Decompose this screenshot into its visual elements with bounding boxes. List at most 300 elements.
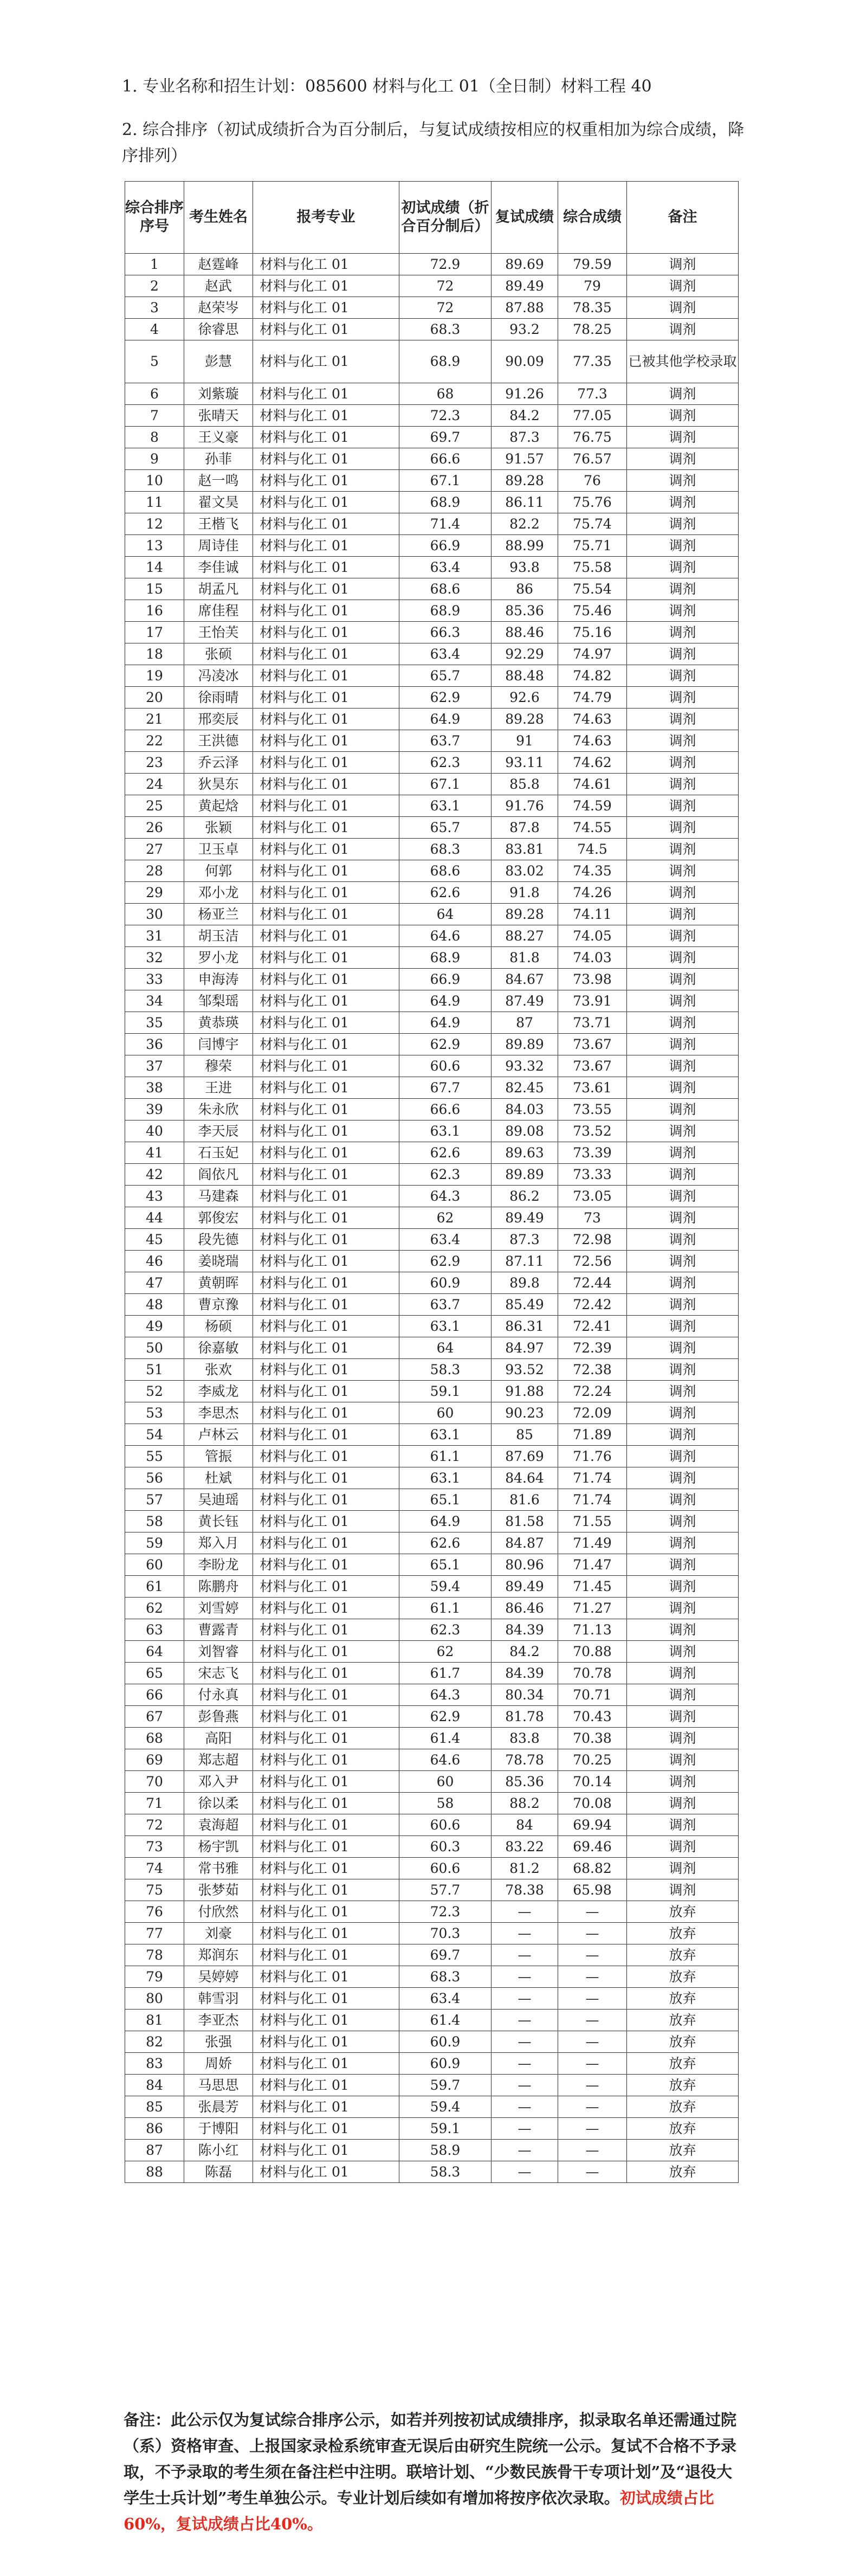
retest-score-cell: 89.89 (492, 1034, 558, 1055)
major-cell: 材料与化工 01 (253, 297, 399, 319)
note-cell: 调剂 (627, 1120, 739, 1142)
total-score-cell: 73.33 (558, 1164, 627, 1186)
major-cell: 材料与化工 01 (253, 1641, 399, 1663)
name-cell: 张硕 (184, 643, 253, 665)
rank-cell: 76 (125, 1901, 184, 1923)
major-cell: 材料与化工 01 (253, 1684, 399, 1706)
rank-cell: 65 (125, 1663, 184, 1684)
name-cell: 常书雅 (184, 1858, 253, 1879)
note-cell: 调剂 (627, 795, 739, 817)
retest-score-cell: 92.29 (492, 643, 558, 665)
retest-score-cell: 84 (492, 1814, 558, 1836)
rank-cell: 23 (125, 752, 184, 774)
note-cell: 调剂 (627, 1402, 739, 1424)
retest-score-cell: 90.23 (492, 1402, 558, 1424)
initial-score-cell: 64 (399, 1337, 492, 1359)
rank-cell: 1 (125, 254, 184, 275)
rank-cell: 46 (125, 1251, 184, 1272)
initial-score-cell: 70.3 (399, 1923, 492, 1944)
retest-score-cell: 87.88 (492, 297, 558, 319)
name-cell: 王洪德 (184, 730, 253, 752)
retest-score-cell: 78.78 (492, 1749, 558, 1771)
name-cell: 郭俊宏 (184, 1207, 253, 1229)
note-cell: 调剂 (627, 1099, 739, 1120)
table-row (125, 1142, 739, 1164)
initial-score-cell: 68.9 (399, 340, 492, 383)
table-row (125, 1489, 739, 1511)
retest-score-cell: 89.8 (492, 1272, 558, 1294)
initial-score-cell: 68.3 (399, 1966, 492, 1988)
major-cell: 材料与化工 01 (253, 1619, 399, 1641)
rank-cell: 56 (125, 1467, 184, 1489)
note-cell: 调剂 (627, 904, 739, 925)
initial-score-cell: 62.9 (399, 1706, 492, 1728)
retest-score-cell: 84.03 (492, 1099, 558, 1120)
rank-cell: 50 (125, 1337, 184, 1359)
major-cell: 材料与化工 01 (253, 1055, 399, 1077)
note-cell: 调剂 (627, 1576, 739, 1598)
initial-score-cell: 60 (399, 1402, 492, 1424)
major-cell: 材料与化工 01 (253, 622, 399, 643)
rank-cell: 42 (125, 1164, 184, 1186)
table-row (125, 1641, 739, 1663)
table-row (125, 752, 739, 774)
rank-cell: 36 (125, 1034, 184, 1055)
table-row (125, 492, 739, 513)
table-row (125, 1381, 739, 1402)
major-cell: 材料与化工 01 (253, 2031, 399, 2053)
total-score-cell: 73.67 (558, 1034, 627, 1055)
total-score-cell: 74.5 (558, 839, 627, 860)
note-cell: 调剂 (627, 752, 739, 774)
table-row (125, 1598, 739, 1619)
note-cell: 调剂 (627, 1879, 739, 1901)
note-cell: 调剂 (627, 1554, 739, 1576)
rank-cell: 15 (125, 578, 184, 600)
retest-score-cell: 89.49 (492, 275, 558, 297)
note-cell: 调剂 (627, 1836, 739, 1858)
rank-cell: 32 (125, 947, 184, 969)
note-cell: 调剂 (627, 1511, 739, 1532)
note-cell: 调剂 (627, 969, 739, 990)
rank-cell: 35 (125, 1012, 184, 1034)
total-score-cell: 74.55 (558, 817, 627, 839)
total-score-cell: 72.98 (558, 1229, 627, 1251)
rank-cell: 59 (125, 1532, 184, 1554)
name-cell: 陈鹏舟 (184, 1576, 253, 1598)
total-score-cell: 65.98 (558, 1879, 627, 1901)
total-score-cell: 73.98 (558, 969, 627, 990)
col-retest-score-header: 复试成绩 (492, 182, 558, 254)
table-row (125, 1901, 739, 1923)
major-cell: 材料与化工 01 (253, 383, 399, 405)
initial-score-cell: 63.4 (399, 557, 492, 578)
major-cell: 材料与化工 01 (253, 1272, 399, 1294)
note-cell: 调剂 (627, 1337, 739, 1359)
rank-cell: 61 (125, 1576, 184, 1598)
rank-cell: 73 (125, 1836, 184, 1858)
table-row (125, 730, 739, 752)
name-cell: 王进 (184, 1077, 253, 1099)
initial-score-cell: 64.6 (399, 1749, 492, 1771)
note-cell: 调剂 (627, 925, 739, 947)
rank-cell: 64 (125, 1641, 184, 1663)
name-cell: 马建森 (184, 1186, 253, 1207)
name-cell: 吴婷婷 (184, 1966, 253, 1988)
rank-cell: 18 (125, 643, 184, 665)
total-score-cell: 73.91 (558, 990, 627, 1012)
table-row (125, 687, 739, 709)
major-cell: 材料与化工 01 (253, 1251, 399, 1272)
major-cell: 材料与化工 01 (253, 1337, 399, 1359)
total-score-cell: 73.61 (558, 1077, 627, 1099)
rank-cell: 67 (125, 1706, 184, 1728)
table-row (125, 340, 739, 383)
major-cell: 材料与化工 01 (253, 1554, 399, 1576)
retest-score-cell: 83.02 (492, 860, 558, 882)
table-row (125, 1814, 739, 1836)
total-score-cell: 73.39 (558, 1142, 627, 1164)
note-cell: 调剂 (627, 578, 739, 600)
name-cell: 黄起焓 (184, 795, 253, 817)
initial-score-cell: 64.9 (399, 709, 492, 730)
retest-score-cell: 80.96 (492, 1554, 558, 1576)
retest-score-cell: 86.46 (492, 1598, 558, 1619)
major-cell: 材料与化工 01 (253, 1901, 399, 1923)
retest-score-cell: 81.8 (492, 947, 558, 969)
initial-score-cell: 60.6 (399, 1055, 492, 1077)
note-cell: 调剂 (627, 470, 739, 492)
retest-score-cell: 88.48 (492, 665, 558, 687)
rank-cell: 37 (125, 1055, 184, 1077)
note-cell: 放弃 (627, 2118, 739, 2140)
note-cell: 调剂 (627, 535, 739, 557)
rank-cell: 27 (125, 839, 184, 860)
major-cell: 材料与化工 01 (253, 1858, 399, 1879)
total-score-cell: 71.89 (558, 1424, 627, 1446)
initial-score-cell: 68.9 (399, 600, 492, 622)
total-score-cell: 74.63 (558, 709, 627, 730)
name-cell: 阎依凡 (184, 1164, 253, 1186)
name-cell: 徐嘉敏 (184, 1337, 253, 1359)
name-cell: 刘紫璇 (184, 383, 253, 405)
total-score-cell: 70.43 (558, 1706, 627, 1728)
note-cell: 放弃 (627, 2053, 739, 2075)
rank-cell: 47 (125, 1272, 184, 1294)
rank-cell: 88 (125, 2161, 184, 2183)
rank-cell: 28 (125, 860, 184, 882)
retest-score-cell: 91 (492, 730, 558, 752)
total-score-cell: 74.62 (558, 752, 627, 774)
major-cell: 材料与化工 01 (253, 730, 399, 752)
major-cell: 材料与化工 01 (253, 1099, 399, 1120)
total-score-cell: 74.63 (558, 730, 627, 752)
table-row (125, 535, 739, 557)
major-cell: 材料与化工 01 (253, 1814, 399, 1836)
major-cell: 材料与化工 01 (253, 643, 399, 665)
retest-score-cell: 84.2 (492, 1641, 558, 1663)
major-cell: 材料与化工 01 (253, 1012, 399, 1034)
name-cell: 何郭 (184, 860, 253, 882)
note-cell: 调剂 (627, 600, 739, 622)
rank-cell: 60 (125, 1554, 184, 1576)
rank-cell: 87 (125, 2140, 184, 2161)
note-cell: 放弃 (627, 1901, 739, 1923)
note-cell: 调剂 (627, 1749, 739, 1771)
major-cell: 材料与化工 01 (253, 1598, 399, 1619)
rank-cell: 70 (125, 1771, 184, 1793)
retest-score-cell: — (492, 1944, 558, 1966)
total-score-cell: — (558, 2075, 627, 2096)
name-cell: 陈磊 (184, 2161, 253, 2183)
table-row (125, 1944, 739, 1966)
note-cell: 调剂 (627, 1641, 739, 1663)
note-cell: 调剂 (627, 1381, 739, 1402)
note-cell: 调剂 (627, 1229, 739, 1251)
retest-score-cell: 87 (492, 1012, 558, 1034)
retest-score-cell: 89.49 (492, 1207, 558, 1229)
rank-cell: 41 (125, 1142, 184, 1164)
major-cell: 材料与化工 01 (253, 340, 399, 383)
retest-score-cell: 82.2 (492, 513, 558, 535)
major-cell: 材料与化工 01 (253, 1446, 399, 1467)
name-cell: 赵霆峰 (184, 254, 253, 275)
initial-score-cell: 66.3 (399, 622, 492, 643)
retest-score-cell: — (492, 1901, 558, 1923)
major-cell: 材料与化工 01 (253, 687, 399, 709)
name-cell: 杨亚兰 (184, 904, 253, 925)
note-cell: 调剂 (627, 319, 739, 340)
major-cell: 材料与化工 01 (253, 535, 399, 557)
retest-score-cell: 89.89 (492, 1164, 558, 1186)
rank-cell: 33 (125, 969, 184, 990)
initial-score-cell: 72.3 (399, 1901, 492, 1923)
major-cell: 材料与化工 01 (253, 1402, 399, 1424)
table-row (125, 1164, 739, 1186)
major-cell: 材料与化工 01 (253, 1836, 399, 1858)
name-cell: 陈小红 (184, 2140, 253, 2161)
retest-score-cell: 85.36 (492, 600, 558, 622)
retest-score-cell: 88.46 (492, 622, 558, 643)
initial-score-cell: 67.7 (399, 1077, 492, 1099)
rank-cell: 10 (125, 470, 184, 492)
table-row (125, 578, 739, 600)
name-cell: 付永真 (184, 1684, 253, 1706)
retest-score-cell: 84.97 (492, 1337, 558, 1359)
initial-score-cell: 62.6 (399, 1142, 492, 1164)
total-score-cell: 71.47 (558, 1554, 627, 1576)
rank-cell: 29 (125, 882, 184, 904)
retest-score-cell: — (492, 2075, 558, 2096)
note-cell: 调剂 (627, 1316, 739, 1337)
table-row (125, 1207, 739, 1229)
major-cell: 材料与化工 01 (253, 947, 399, 969)
rank-cell: 19 (125, 665, 184, 687)
major-cell: 材料与化工 01 (253, 427, 399, 448)
major-cell: 材料与化工 01 (253, 2118, 399, 2140)
name-cell: 朱永欣 (184, 1099, 253, 1120)
initial-score-cell: 59.1 (399, 2118, 492, 2140)
major-cell: 材料与化工 01 (253, 600, 399, 622)
initial-score-cell: 61.7 (399, 1663, 492, 1684)
retest-score-cell: 84.67 (492, 969, 558, 990)
rank-cell: 69 (125, 1749, 184, 1771)
retest-score-cell: 88.2 (492, 1793, 558, 1814)
table-row (125, 383, 739, 405)
retest-score-cell: 84.39 (492, 1663, 558, 1684)
initial-score-cell: 62 (399, 1641, 492, 1663)
major-cell: 材料与化工 01 (253, 665, 399, 687)
total-score-cell: 72.38 (558, 1359, 627, 1381)
initial-score-cell: 60.9 (399, 2031, 492, 2053)
name-cell: 曹露青 (184, 1619, 253, 1641)
rank-cell: 8 (125, 427, 184, 448)
name-cell: 赵荣岑 (184, 297, 253, 319)
major-cell: 材料与化工 01 (253, 1749, 399, 1771)
total-score-cell: 79 (558, 275, 627, 297)
footnote-weight-highlight: 初试成绩占比60%，复试成绩占比40%。 (124, 2489, 714, 2533)
total-score-cell: 73.05 (558, 1186, 627, 1207)
table-row (125, 2075, 739, 2096)
name-cell: 王义豪 (184, 427, 253, 448)
name-cell: 姜晓瑞 (184, 1251, 253, 1272)
retest-score-cell: — (492, 2010, 558, 2031)
rank-cell: 55 (125, 1446, 184, 1467)
major-cell: 材料与化工 01 (253, 2053, 399, 2075)
initial-score-cell: 58.3 (399, 1359, 492, 1381)
total-score-cell: 74.35 (558, 860, 627, 882)
retest-score-cell: 85.8 (492, 774, 558, 795)
major-cell: 材料与化工 01 (253, 1988, 399, 2010)
initial-score-cell: 59.4 (399, 1576, 492, 1598)
total-score-cell: — (558, 1923, 627, 1944)
initial-score-cell: 58.3 (399, 2161, 492, 2183)
table-row (125, 1446, 739, 1467)
note-cell: 放弃 (627, 2031, 739, 2053)
initial-score-cell: 60 (399, 1771, 492, 1793)
name-cell: 狄昊东 (184, 774, 253, 795)
note-cell: 调剂 (627, 1771, 739, 1793)
note-cell: 放弃 (627, 2075, 739, 2096)
rank-cell: 71 (125, 1793, 184, 1814)
table-row (125, 254, 739, 275)
major-cell: 材料与化工 01 (253, 319, 399, 340)
retest-score-cell: 78.38 (492, 1879, 558, 1901)
rank-cell: 20 (125, 687, 184, 709)
major-cell: 材料与化工 01 (253, 2010, 399, 2031)
initial-score-cell: 68.6 (399, 860, 492, 882)
initial-score-cell: 65.7 (399, 817, 492, 839)
note-cell: 调剂 (627, 1012, 739, 1034)
name-cell: 邓小龙 (184, 882, 253, 904)
rank-cell: 52 (125, 1381, 184, 1402)
rank-cell: 4 (125, 319, 184, 340)
retest-score-cell: 84.64 (492, 1467, 558, 1489)
retest-score-cell: 84.2 (492, 405, 558, 427)
total-score-cell: 70.08 (558, 1793, 627, 1814)
note-cell: 调剂 (627, 297, 739, 319)
initial-score-cell: 59.7 (399, 2075, 492, 2096)
rank-cell: 5 (125, 340, 184, 383)
retest-score-cell: 91.76 (492, 795, 558, 817)
table-row (125, 1337, 739, 1359)
major-cell: 材料与化工 01 (253, 709, 399, 730)
col-rank-header: 综合排序序号 (125, 182, 184, 254)
note-cell: 调剂 (627, 817, 739, 839)
name-cell: 胡玉洁 (184, 925, 253, 947)
note-cell: 调剂 (627, 1684, 739, 1706)
rank-cell: 72 (125, 1814, 184, 1836)
note-cell: 调剂 (627, 882, 739, 904)
col-major-header: 报考专业 (253, 182, 399, 254)
major-cell: 材料与化工 01 (253, 1034, 399, 1055)
name-cell: 席佳程 (184, 600, 253, 622)
table-row (125, 1467, 739, 1489)
rank-cell: 16 (125, 600, 184, 622)
name-cell: 韩雪羽 (184, 1988, 253, 2010)
name-cell: 张强 (184, 2031, 253, 2053)
initial-score-cell: 59.4 (399, 2096, 492, 2118)
total-score-cell: 74.79 (558, 687, 627, 709)
retest-score-cell: 93.8 (492, 557, 558, 578)
table-row (125, 904, 739, 925)
total-score-cell: 70.78 (558, 1663, 627, 1684)
col-name-header: 考生姓名 (184, 182, 253, 254)
initial-score-cell: 60.9 (399, 1272, 492, 1294)
retest-score-cell: — (492, 1988, 558, 2010)
total-score-cell: 74.26 (558, 882, 627, 904)
table-row (125, 2096, 739, 2118)
table-row (125, 2161, 739, 2183)
retest-score-cell: 81.78 (492, 1706, 558, 1728)
retest-score-cell: 83.81 (492, 839, 558, 860)
name-cell: 刘智睿 (184, 1641, 253, 1663)
initial-score-cell: 72 (399, 297, 492, 319)
table-row (125, 1532, 739, 1554)
table-row (125, 405, 739, 427)
total-score-cell: — (558, 1901, 627, 1923)
footnote (124, 2407, 741, 2537)
initial-score-cell: 68.9 (399, 492, 492, 513)
table-row (125, 2010, 739, 2031)
table-row (125, 947, 739, 969)
ranking-table (125, 181, 739, 2183)
total-score-cell: 76.75 (558, 427, 627, 448)
total-score-cell: 76 (558, 470, 627, 492)
name-cell: 管振 (184, 1446, 253, 1467)
major-cell: 材料与化工 01 (253, 1944, 399, 1966)
name-cell: 张欢 (184, 1359, 253, 1381)
note-cell: 调剂 (627, 1532, 739, 1554)
initial-score-cell: 68.3 (399, 319, 492, 340)
note-cell: 调剂 (627, 275, 739, 297)
total-score-cell: 78.35 (558, 297, 627, 319)
total-score-cell: 73.67 (558, 1055, 627, 1077)
total-score-cell: 69.46 (558, 1836, 627, 1858)
retest-score-cell: 81.6 (492, 1489, 558, 1511)
retest-score-cell: 87.3 (492, 427, 558, 448)
name-cell: 付欣然 (184, 1901, 253, 1923)
retest-score-cell: 82.45 (492, 1077, 558, 1099)
major-cell: 材料与化工 01 (253, 448, 399, 470)
table-row (125, 1294, 739, 1316)
rank-cell: 31 (125, 925, 184, 947)
total-score-cell: — (558, 1988, 627, 2010)
name-cell: 袁海超 (184, 1814, 253, 1836)
note-cell: 调剂 (627, 1663, 739, 1684)
major-cell: 材料与化工 01 (253, 1424, 399, 1446)
total-score-cell: 71.13 (558, 1619, 627, 1641)
